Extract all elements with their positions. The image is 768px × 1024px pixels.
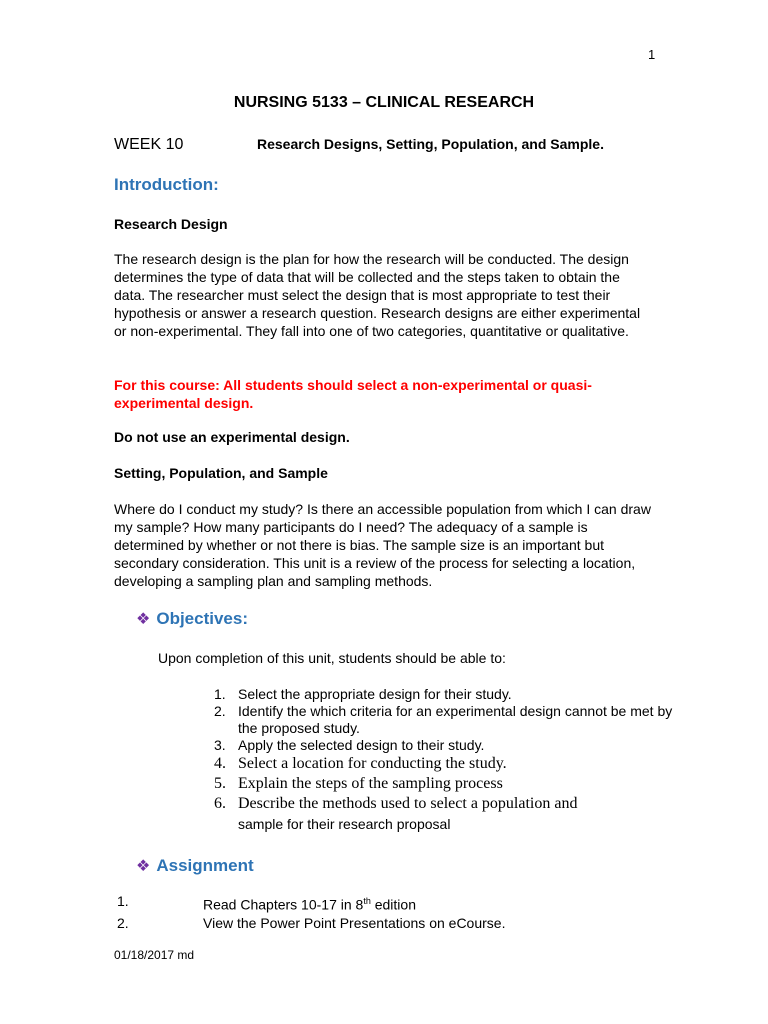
setting-heading: Setting, Population, and Sample xyxy=(114,465,328,481)
page-number: 1 xyxy=(648,47,656,62)
list-item: 2. Identify the which criteria for an experimental design cannot be met by the proposed study. xyxy=(214,703,673,736)
course-note: For this course: All students should select a non-experimental or quasi-experimental design. xyxy=(114,377,592,411)
experimental-warning: Do not use an experimental design. xyxy=(114,429,350,445)
list-item: 4. Select a location for conducting the study. xyxy=(214,755,507,772)
assignment-heading: Assignment xyxy=(156,856,254,875)
footer-date: 01/18/2017 md xyxy=(114,948,195,962)
document-title: NURSING 5133 – CLINICAL RESEARCH xyxy=(233,94,535,111)
week-row xyxy=(114,136,604,154)
week-topic: Research Designs, Setting, Population, and Sample. xyxy=(257,136,604,152)
list-item: 5. Explain the steps of the sampling process xyxy=(214,775,503,792)
assignment-heading-row xyxy=(136,856,254,876)
list-item: 2. View the Power Point Presentations on eCourse. xyxy=(117,914,506,931)
research-design-paragraph: The research design is the plan for how the research will be conducted. The design determines the type of data that will be collected and the steps taken to obtain the data. The researcher must select the design that is most appropriate to test their hypothesis or answer a research question. Research designs are either experimental or non-experimental. They fall into one of two categories, quantitative or qualitative. xyxy=(114,251,641,339)
diamond-bullet-icon: ❖ xyxy=(136,858,151,875)
list-item: 1. Select the appropriate design for their study. xyxy=(214,686,512,702)
assignment-list xyxy=(114,892,505,932)
research-design-heading: Research Design xyxy=(114,216,228,232)
introduction-heading: Introduction: xyxy=(114,175,219,194)
objectives-heading: Objectives: xyxy=(156,609,248,628)
objectives-heading-row xyxy=(136,609,248,629)
list-item: 3. Apply the selected design to their study. xyxy=(214,737,485,753)
objectives-list xyxy=(214,686,678,834)
list-item: 1. Read Chapters 10-17 in 8th edition xyxy=(117,893,416,913)
week-label: WEEK 10 xyxy=(114,136,184,153)
list-item: 6. Describe the methods used to select a population and sample for their research proposal xyxy=(214,795,578,832)
objectives-intro: Upon completion of this unit, students should be able to: xyxy=(158,650,506,666)
diamond-bullet-icon: ❖ xyxy=(136,611,151,628)
setting-paragraph: Where do I conduct my study? Is there an accessible population from which I can draw my sample? How many participants do I need? The adequacy of a sample is determined by whether or not there is bias. The sample size is an important but secondary consideration. This unit is a review of the process for selecting a location, developing a sampling plan and sampling methods. xyxy=(114,501,651,589)
